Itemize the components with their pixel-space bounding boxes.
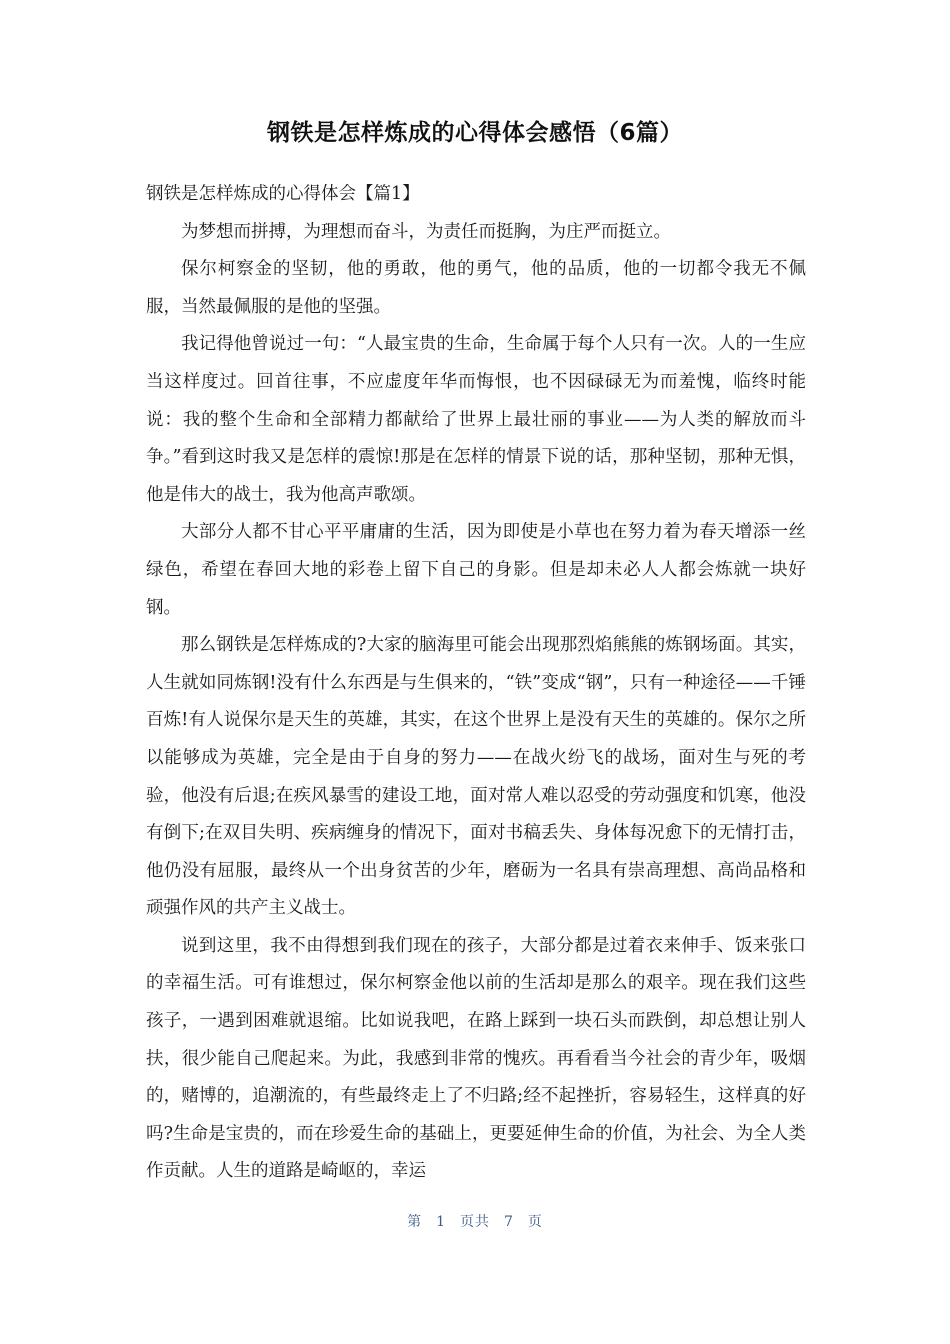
paragraph: 保尔柯察金的坚韧，他的勇敢，他的勇气，他的品质，他的一切都令我无不佩服，当然最佩服的是他的坚强。 [146, 259, 806, 317]
paragraph: 为梦想而拼搏，为理想而奋斗，为责任而挺胸，为庄严而挺立。 [181, 221, 671, 242]
paragraph: 我记得他曾说过一句：“人最宝贵的生命，生命属于每个人只有一次。人的一生应当这样度过。回首往事，不应虚度年华而悔恨，也不因碌碌无为而羞愧，临终时能说：我的整个生命和全部精力都献给了世界上最壮丽的事业——为人类的解放而斗争。”看到这时我又是怎样的震惊!那是在怎样的情景下说的话，那种坚韧，那种无惧，他是伟大的战士，我为他高声歌颂。 [146, 334, 806, 505]
paragraph: 大部分人都不甘心平平庸庸的生活，因为即使是小草也在努力着为春天增添一丝绿色，希望在春回大地的彩卷上留下自己的身影。但是却未必人人都会炼就一块好钢。 [146, 522, 806, 618]
paragraph: 那么钢铁是怎样炼成的?大家的脑海里可能会出现那烈焰熊熊的炼钢场面。其实，人生就如同炼钢!没有什么东西是与生俱来的，“铁”变成“钢”，只有一种途径——千锤百炼!有人说保尔是天生的英雄，其实，在这个世界上是没有天生的英雄的。保尔之所以能够成为英雄，完全是由于自身的努力——在战火纷飞的战场，面对生与死的考验，他没有后退;在疾风暴雪的建设工地，面对常人难以忍受的劳动强度和饥寒，他没有倒下;在双目失明、疾病缠身的情况下，面对书稿丢失、身体每况愈下的无情打击，他仍没有屈服，最终从一个出身贫苦的少年，磨砺为一名具有崇高理想、高尚品格和顽强作风的共产主义战士。 [146, 635, 806, 919]
document-body [146, 176, 806, 1191]
section-heading: 钢铁是怎样炼成的心得体会【篇1】 [146, 184, 420, 204]
footer-total-pages: 7 [504, 1214, 514, 1230]
page-footer [0, 1212, 950, 1232]
paragraph: 说到这里，我不由得想到我们现在的孩子，大部分都是过着衣来伸手、饭来张口的幸福生活。可有谁想过，保尔柯察金他以前的生活却是那么的艰辛。现在我们这些孩子，一遇到困难就退缩。比如说我吧，在路上踩到一块石头而跌倒，却总想让别人扶，很少能自己爬起来。为此，我感到非常的愧疚。再看看当今社会的青少年，吸烟的，赌博的，追潮流的，有些最终走上了不归路;经不起挫折，容易轻生，这样真的好吗?生命是宝贵的，而在珍爱生命的基础上，更要延伸生命的价值，为社会、为全人类作贡献。人生的道路是崎岖的，幸运 [146, 935, 806, 1182]
footer-current-page: 1 [436, 1214, 446, 1230]
document-title: 钢铁是怎样炼成的心得体会感悟（6篇） [266, 120, 683, 146]
footer-label-ye: 页 [527, 1214, 543, 1230]
footer-label-di: 第 [407, 1214, 423, 1230]
footer-label-ye-gong: 页共 [460, 1214, 490, 1230]
